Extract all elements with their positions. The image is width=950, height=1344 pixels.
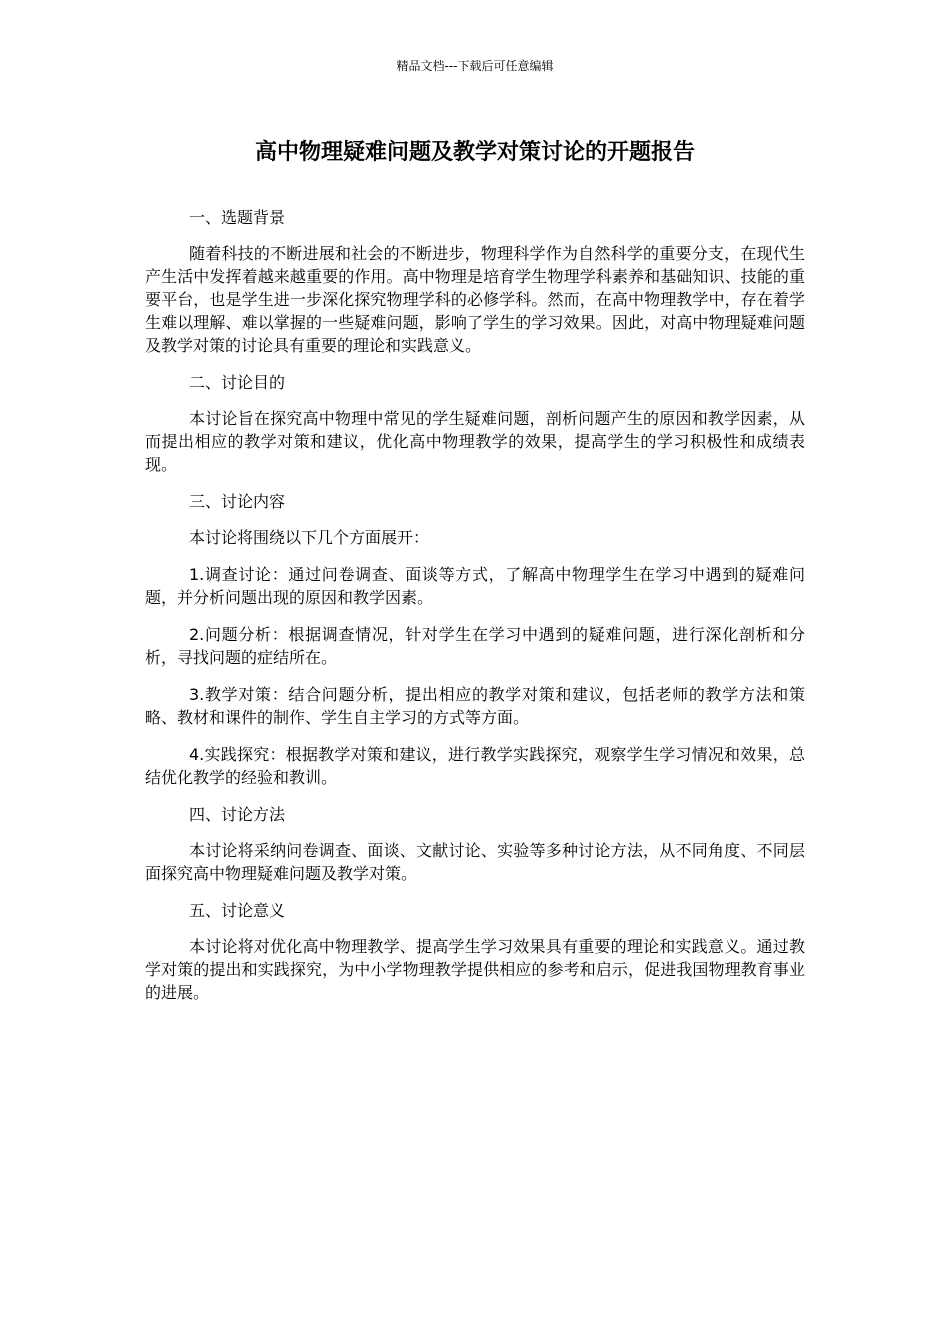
- paragraph-methods: 本讨论将采纳问卷调查、面谈、文献讨论、实验等多种讨论方法，从不同角度、不同层面探究高中物理疑难问题及教学对策。: [145, 841, 805, 883]
- list-item-survey: 1.调查讨论：通过问卷调查、面谈等方式，了解高中物理学生在学习中遇到的疑难问题，并分析问题出现的原因和教学因素。: [145, 565, 805, 607]
- list-item-strategy: 3.教学对策：结合问题分析，提出相应的教学对策和建议，包括老师的教学方法和策略、教材和课件的制作、学生自主学习的方式等方面。: [145, 685, 805, 727]
- section-heading-purpose: 二、讨论目的: [189, 373, 286, 392]
- paragraph-background: 随着科技的不断进展和社会的不断进步，物理科学作为自然科学的重要分支，在现代生产生活中发挥着越来越重要的作用。高中物理是培育学生物理学科素养和基础知识、技能的重要平台，也是学生进一步深化探究物理学科的必修学科。然而，在高中物理教学中，存在着学生难以理解、难以掌握的一些疑难问题，影响了学生的学习效果。因此，对高中物理疑难问题及教学对策的讨论具有重要的理论和实践意义。: [145, 244, 805, 355]
- section-heading-significance: 五、讨论意义: [189, 901, 286, 920]
- section-heading-content: 三、讨论内容: [189, 492, 286, 511]
- paragraph-significance: 本讨论将对优化高中物理教学、提高学生学习效果具有重要的理论和实践意义。通过教学对策的提出和实践探究，为中小学物理教学提供相应的参考和启示，促进我国物理教育事业的进展。: [145, 937, 805, 1002]
- section-heading-methods: 四、讨论方法: [189, 805, 286, 824]
- list-item-practice: 4.实践探究：根据教学对策和建议，进行教学实践探究，观察学生学习情况和效果，总结优化教学的经验和教训。: [145, 745, 805, 787]
- paragraph-content-intro: 本讨论将围绕以下几个方面展开：: [189, 528, 430, 547]
- list-item-analysis: 2.问题分析：根据调查情况，针对学生在学习中遇到的疑难问题，进行深化剖析和分析，寻找问题的症结所在。: [145, 625, 805, 667]
- document-body: [145, 206, 805, 1018]
- section-heading-background: 一、选题背景: [189, 208, 286, 227]
- page-header-note: 精品文档---下载后可任意编辑: [396, 59, 554, 73]
- document-title: 高中物理疑难问题及教学对策讨论的开题报告: [254, 140, 695, 165]
- paragraph-purpose: 本讨论旨在探究高中物理中常见的学生疑难问题，剖析问题产生的原因和教学因素，从而提出相应的教学对策和建议，优化高中物理教学的效果，提高学生的学习积极性和成绩表现。: [145, 409, 805, 474]
